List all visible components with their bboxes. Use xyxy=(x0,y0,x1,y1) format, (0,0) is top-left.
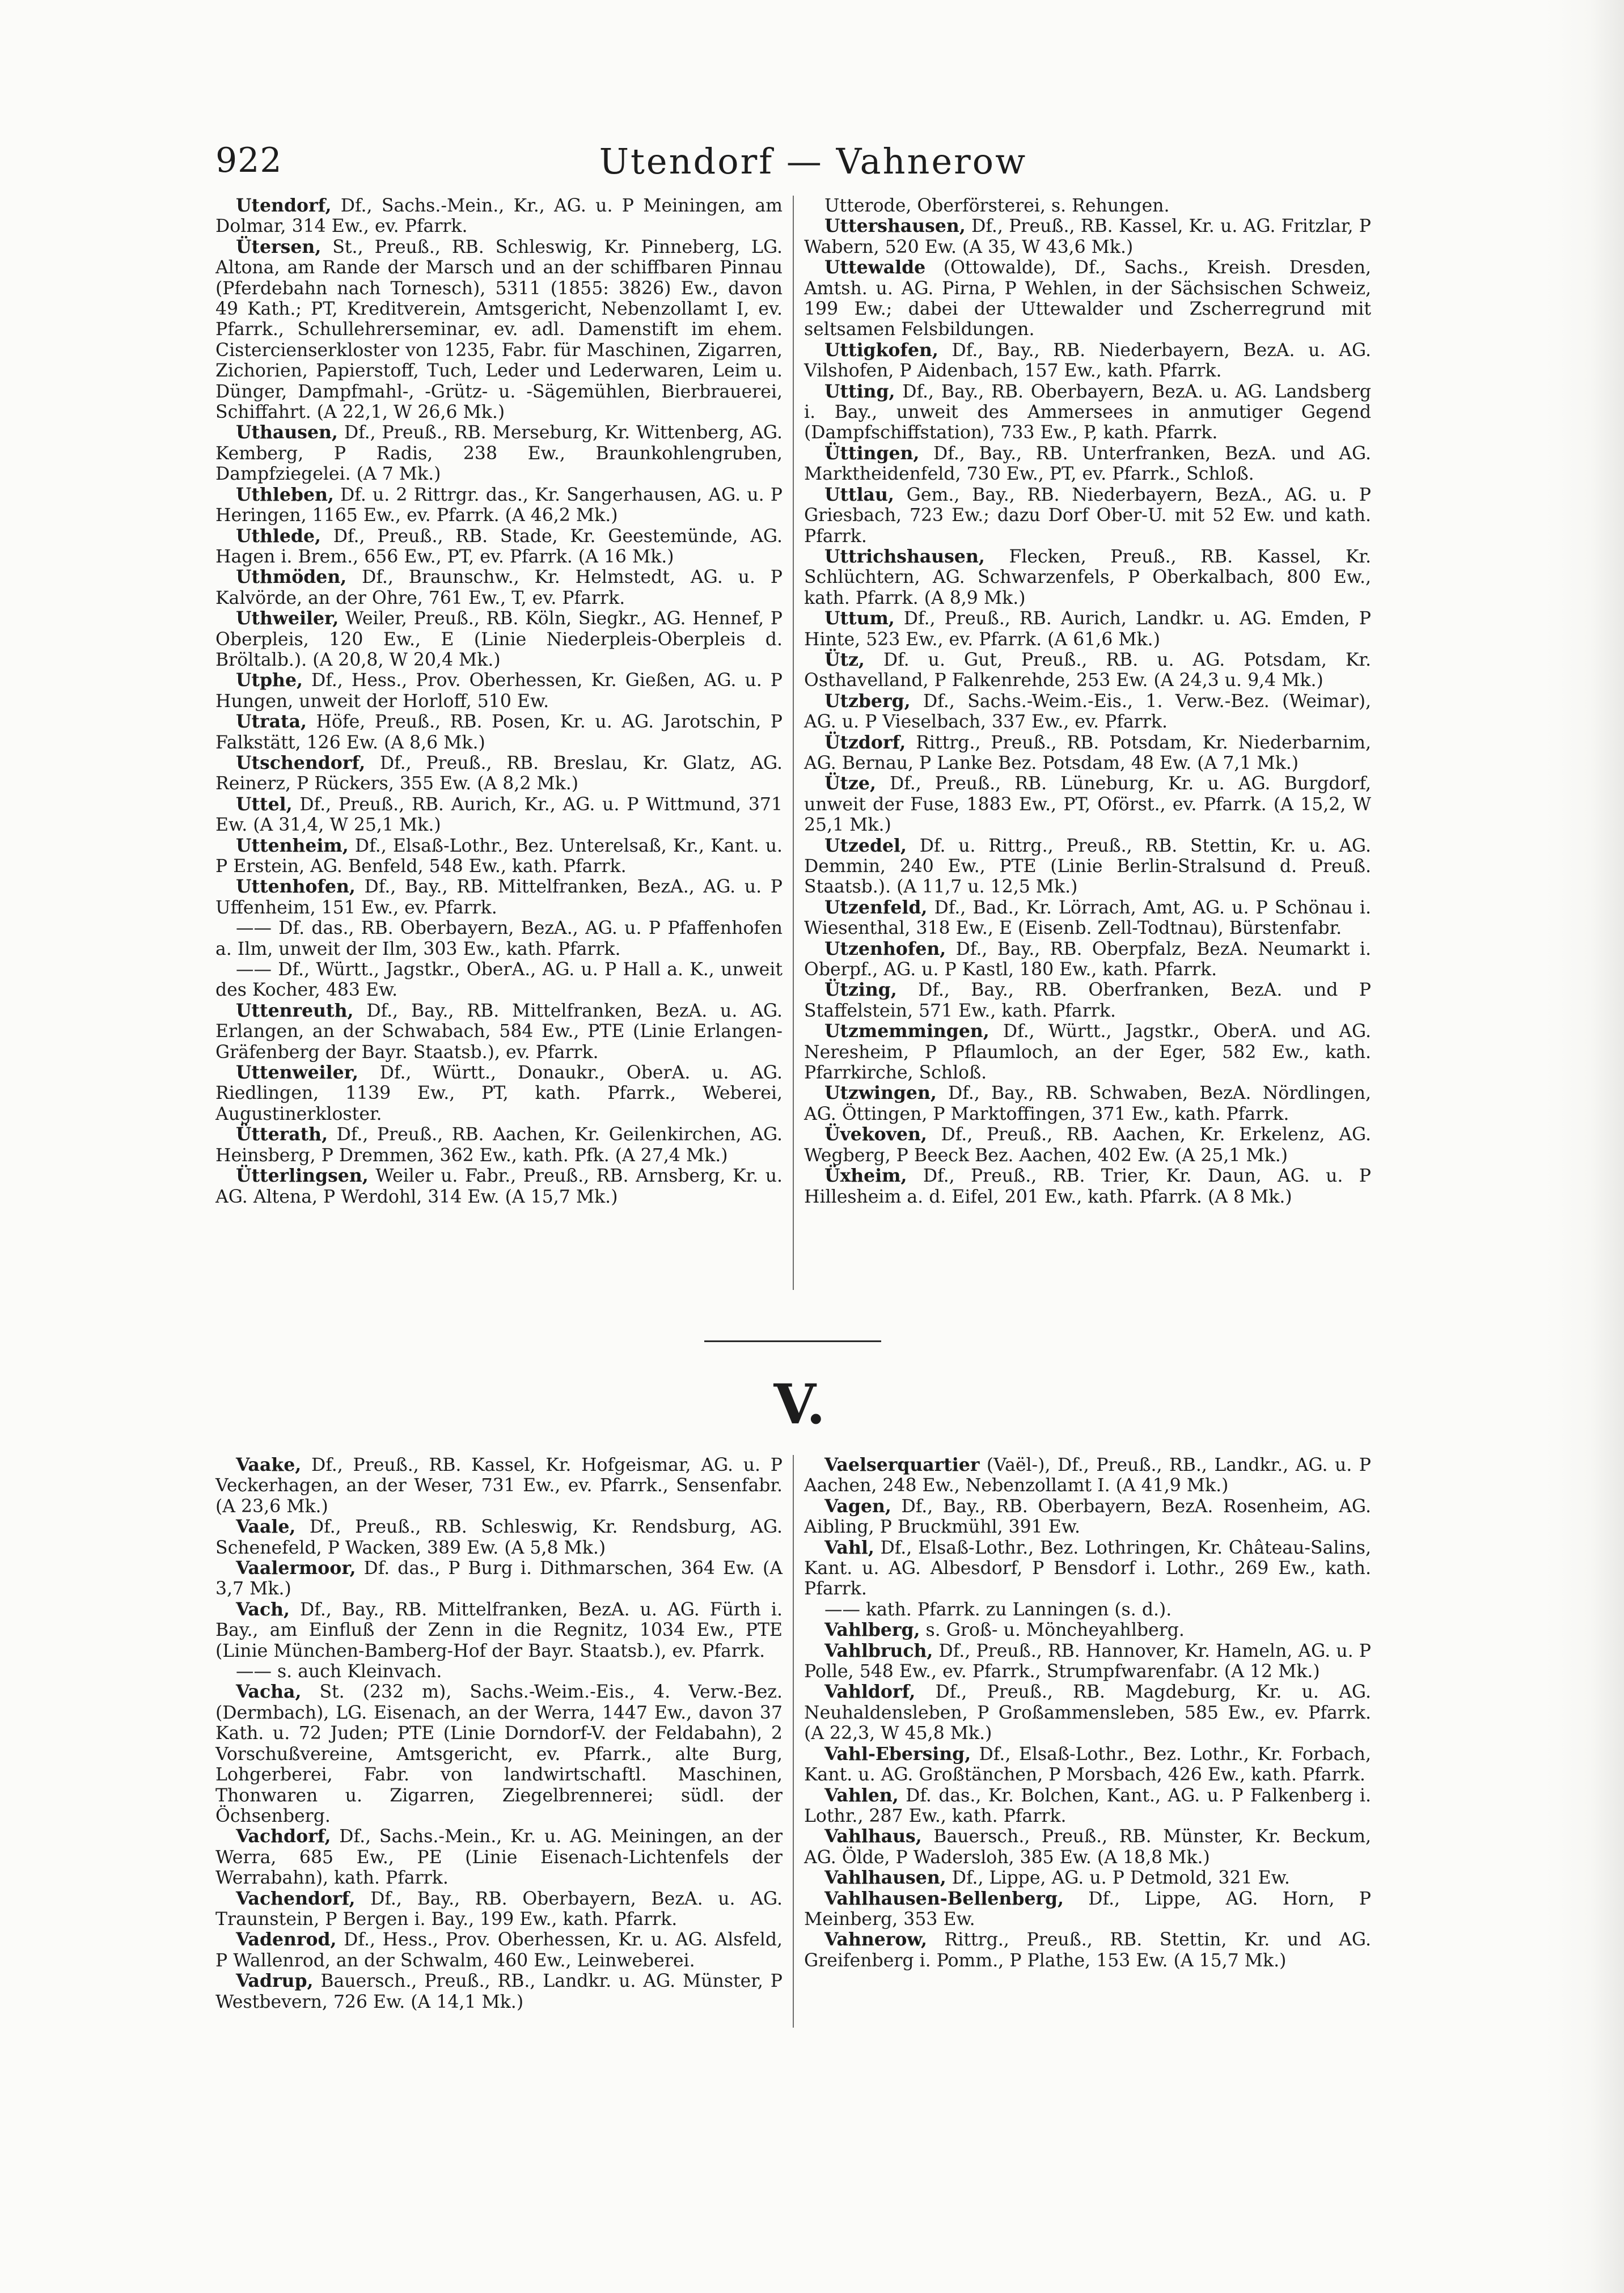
entry-text: Df., Bay., RB. Oberfranken, BezA. und P Staffelstein, 571 Ew., kath. Pfarrk. xyxy=(804,980,1371,1021)
dictionary-entry xyxy=(804,1641,1371,1682)
entry-text: Bauersch., Preuß., RB. Münster, Kr. Beckum, AG. Ölde, P Wadersloh, 385 Ew. (A 18,8 Mk.) xyxy=(804,1826,1371,1868)
entry-text: (Ottowalde), Df., Sachs., Kreish. Dresden, Amtsh. u. AG. Pirna, P Wehlen, in der Sächsischen Schweiz, 199 Ew.; dabei der Uttewalder und Zscherregrund mit seltsamen Felsbildungen. xyxy=(804,257,1371,340)
dictionary-entry xyxy=(804,1021,1371,1083)
dictionary-entry xyxy=(215,1166,783,1207)
entry-term: Utphe, xyxy=(236,670,303,691)
entry-term: Utrata, xyxy=(236,711,307,733)
dictionary-entry xyxy=(804,1620,1371,1640)
entry-term: Uttenheim, xyxy=(236,835,349,856)
entry-text: Df., Preuß., RB. Merseburg, Kr. Wittenberg, AG. Kemberg, P Radis, 238 Ew., Braunkohlengruben, Dampfziegelei. (A 7 Mk.) xyxy=(215,422,783,485)
column-divider-bottom xyxy=(793,1455,794,2028)
entry-term: Vach, xyxy=(236,1598,290,1620)
entry-text: Df., Elsaß-Lothr., Bez. Lothringen, Kr. Château-Salins, Kant. u. AG. Albesdorf, P Bensdorf i. Lothr., 269 Ew., kath. Pfarrk. xyxy=(804,1537,1371,1600)
column-bottom-right xyxy=(804,1455,1371,1971)
dictionary-entry xyxy=(215,1600,783,1661)
entry-text: —— kath. Pfarrk. zu Lanningen (s. d.). xyxy=(824,1599,1172,1620)
entry-term: Üvekoven, xyxy=(824,1124,927,1145)
dictionary-entry xyxy=(804,1786,1371,1827)
entry-text: Df., Preuß., RB. Aurich, Kr., AG. u. P Wittmund, 371 Ew. (A 31,4, W 25,1 Mk.) xyxy=(215,794,783,836)
entry-text: Df., Württ., Jagstkr., OberA. und AG. Neresheim, P Pflaumloch, an der Eger, 582 Ew., kath. Pfarrkirche, Schloß. xyxy=(804,1021,1371,1084)
entry-term: Ützing, xyxy=(824,979,897,1001)
entry-text: Utterode, Oberförsterei, s. Rehungen. xyxy=(824,196,1170,216)
entry-term: Vahl, xyxy=(824,1537,874,1558)
entry-term: Uthlede, xyxy=(236,525,321,547)
entry-text: Df., Bay., RB. Oberpfalz, BezA. Neumarkt i. Oberpf., AG. u. P Kastl, 180 Ew., kath. Pfarrk. xyxy=(804,938,1371,980)
page-number: 922 xyxy=(215,141,282,180)
entry-text: s. Groß- u. Möncheyahlberg. xyxy=(920,1620,1185,1641)
entry-term: Ütz, xyxy=(824,649,865,670)
entry-term: Ützdorf, xyxy=(824,731,906,753)
entry-term: Uttigkofen, xyxy=(824,339,938,361)
dictionary-entry xyxy=(215,237,783,423)
entry-text: Bauersch., Preuß., RB., Landkr. u. AG. Münster, P Westbevern, 726 Ew. (A 14,1 Mk.) xyxy=(215,1971,783,2012)
entry-term: Utzedel, xyxy=(824,835,907,856)
dictionary-entry xyxy=(804,1682,1371,1744)
dictionary-entry xyxy=(215,1889,783,1930)
entry-text: Df., Bay., RB. Schwaben, BezA. Nördlingen, AG. Öttingen, P Marktoffingen, 371 Ew., kath. Pfarrk. xyxy=(804,1083,1371,1124)
dictionary-entry xyxy=(215,712,783,753)
dictionary-entry xyxy=(215,1930,783,1971)
entry-text: Df., Lippe, AG. Horn, P Meinberg, 353 Ew. xyxy=(804,1888,1371,1930)
dictionary-entry xyxy=(804,1496,1371,1538)
entry-term: Vagen, xyxy=(824,1495,891,1517)
column-divider-top xyxy=(793,196,794,1290)
dictionary-entry xyxy=(804,836,1371,898)
entry-term: Uthmöden, xyxy=(236,566,347,588)
entry-text: Df., Bay., RB. Mittelfranken, BezA. u. AG. Fürth i. Bay., am Einfluß der Zenn in die Regnitz, 1034 Ew., PTE (Linie München-Bamberg-Hof der Bayr. Staatsb.), ev. Pfarrk. xyxy=(215,1599,783,1661)
section-letter-heading: V. xyxy=(773,1372,826,1436)
dictionary-entry xyxy=(215,1517,783,1558)
entry-text: —— s. auch Kleinvach. xyxy=(236,1661,442,1682)
dictionary-entry xyxy=(804,485,1371,547)
entry-text: Df., Preuß., RB. Kassel, Kr. Hofgeismar, AG. u. P Veckerhagen, an der Weser, 731 Ew., ev. Pfarrk., Sensenfabr. (A 23,6 Mk.) xyxy=(215,1455,783,1517)
entry-term: Utzenfeld, xyxy=(824,896,928,918)
dictionary-entry xyxy=(215,485,783,526)
entry-term: Üxheim, xyxy=(824,1165,907,1187)
entry-term: Uttrichshausen, xyxy=(824,545,985,567)
entry-text: Df., Elsaß-Lothr., Bez. Lothr., Kr. Forbach, Kant. u. AG. Großtänchen, P Morsbach, 426 Ew., kath. Pfarrk. xyxy=(804,1744,1371,1786)
entry-text: Df., Sachs.-Mein., Kr., AG. u. P Meiningen, am Dolmar, 314 Ew., ev. Pfarrk. xyxy=(215,196,783,237)
entry-text: Df. das., Kr. Bolchen, Kant., AG. u. P Falkenberg i. Lothr., 287 Ew., kath. Pfarrk. xyxy=(804,1785,1371,1826)
dictionary-entry xyxy=(804,547,1371,608)
entry-term: Uthleben, xyxy=(236,484,334,505)
entry-text: Df., Bay., RB. Mittelfranken, BezA., AG. u. P Uffenheim, 151 Ew., ev. Pfarrk. xyxy=(215,877,783,918)
dictionary-entry xyxy=(804,608,1371,650)
entry-term: Vahlberg, xyxy=(824,1619,920,1641)
entry-text: —— Df. das., RB. Oberbayern, BezA., AG. u. P Pfaffenhofen a. Ilm, unweit der Ilm, 303 Ew., kath. Pfarrk. xyxy=(215,918,783,959)
dictionary-entry xyxy=(804,733,1371,774)
entry-term: Ütterlingsen, xyxy=(236,1165,369,1187)
dictionary-entry xyxy=(215,918,783,959)
entry-term: Uttershausen, xyxy=(824,215,966,237)
entry-text: Df. u. Gut, Preuß., RB. u. AG. Potsdam, Kr. Osthavelland, P Falkenrehde, 253 Ew. (A 24,3 u. 9,4 Mk.) xyxy=(804,649,1371,691)
entry-text: Rittrg., Preuß., RB. Potsdam, Kr. Niederbarnim, AG. Bernau, P Lanke Bez. Potsdam, 48 Ew. (A 7,1 Mk.) xyxy=(804,732,1371,773)
entry-term: Uttum, xyxy=(824,608,895,629)
column-top-right xyxy=(804,196,1371,1207)
entry-text: Df., Lippe, AG. u. P Detmold, 321 Ew. xyxy=(946,1868,1290,1889)
dictionary-entry xyxy=(804,773,1371,835)
entry-text: Df., Elsaß-Lothr., Bez. Unterelsaß, Kr., Kant. u. P Erstein, AG. Benfeld, 548 Ew., kath. Pfarrk. xyxy=(215,835,783,877)
dictionary-entry xyxy=(215,422,783,484)
entry-text: Weiler u. Fabr., Preuß., RB. Arnsberg, Kr. u. AG. Altena, P Werdohl, 314 Ew. (A 15,7 Mk.) xyxy=(215,1166,783,1207)
dictionary-entry xyxy=(215,526,783,568)
dictionary-entry xyxy=(804,1455,1371,1496)
entry-text: Df., Preuß., RB. Hannover, Kr. Hameln, AG. u. P Polle, 548 Ew., ev. Pfarrk., Strumpfwarenfabr. (A 12 Mk.) xyxy=(804,1640,1371,1682)
entry-term: Uthausen, xyxy=(236,422,338,443)
entry-text: Höfe, Preuß., RB. Posen, Kr. u. AG. Jarotschin, P Falkstätt, 126 Ew. (A 8,6 Mk.) xyxy=(215,712,783,753)
dictionary-entry xyxy=(804,939,1371,980)
entry-term: Üttingen, xyxy=(824,442,920,464)
dictionary-entry xyxy=(215,877,783,918)
dictionary-entry xyxy=(215,670,783,712)
dictionary-entry xyxy=(804,382,1371,443)
entry-text: —— Df., Württ., Jagstkr., OberA., AG. u. P Hall a. K., unweit des Kocher, 483 Ew. xyxy=(215,959,783,1001)
entry-text: Df., Hess., Prov. Oberhessen, Kr. u. AG. Alsfeld, P Wallenrod, an der Schwalm, 460 Ew., Leinweberei. xyxy=(215,1930,783,1971)
dictionary-entry xyxy=(804,216,1371,257)
dictionary-entry xyxy=(215,959,783,1001)
entry-text: Df., Bay., RB. Oberbayern, BezA. Rosenheim, AG. Aibling, P Bruckmühl, 391 Ew. xyxy=(804,1496,1371,1538)
entry-term: Utschendorf, xyxy=(236,752,366,773)
dictionary-entry xyxy=(215,1124,783,1166)
column-top-left xyxy=(215,196,783,1207)
entry-text: Df., Preuß., RB. Magdeburg, Kr. u. AG. Neuhaldensleben, P Großammensleben, 585 Ew., ev. Pfarrk. (A 22,3, W 45,8 Mk.) xyxy=(804,1682,1371,1744)
entry-term: Ütterath, xyxy=(236,1124,328,1145)
dictionary-entry xyxy=(804,1124,1371,1166)
dictionary-entry xyxy=(804,1826,1371,1868)
entry-term: Utzmemmingen, xyxy=(824,1021,989,1042)
dictionary-entry xyxy=(804,980,1371,1021)
entry-text: Gem., Bay., RB. Niederbayern, BezA., AG. u. P Griesbach, 723 Ew.; dazu Dorf Ober-U. mit 52 Ew. und kath. Pfarrk. xyxy=(804,484,1371,547)
entry-term: Vahlhausen, xyxy=(824,1867,946,1889)
dictionary-entry xyxy=(215,794,783,836)
entry-text: Df. das., P Burg i. Dithmarschen, 364 Ew. (A 3,7 Mk.) xyxy=(215,1558,783,1600)
entry-term: Uttenweiler, xyxy=(236,1062,358,1084)
entry-term: Vahlhaus, xyxy=(824,1826,922,1847)
entry-term: Vacha, xyxy=(236,1681,302,1703)
entry-text: Df., Sachs.-Weim.-Eis., 1. Verw.-Bez. (Weimar), AG. u. P Vieselbach, 337 Ew., ev. Pfarrk. xyxy=(804,691,1371,733)
entry-text: Df., Bay., RB. Unterfranken, BezA. und AG. Marktheidenfeld, 730 Ew., PT, ev. Pfarrk., Schloß. xyxy=(804,443,1371,485)
entry-text: Df., Sachs.-Mein., Kr. u. AG. Meiningen, an der Werra, 685 Ew., PE (Linie Eisenach-Lichtenfels der Werrabahn), kath. Pfarrk. xyxy=(215,1826,783,1889)
dictionary-entry xyxy=(804,340,1371,382)
entry-text: Df. u. Rittrg., Preuß., RB. Stettin, Kr. u. AG. Demmin, 240 Ew., PTE (Linie Berlin-Stralsund d. Preuß. Staatsb.). (A 11,7 u. 12,5 Mk.) xyxy=(804,835,1371,898)
entry-text: Df., Bay., RB. Oberbayern, BezA. u. AG. Landsberg i. Bay., unweit des Ammersees in anmutiger Gegend (Dampfschiffstation), 733 Ew., P, kath. Pfarrk. xyxy=(804,381,1371,443)
entry-term: Vahlhausen-Bellenberg, xyxy=(824,1888,1064,1909)
entry-text: Df., Braunschw., Kr. Helmstedt, AG. u. P Kalvörde, an der Ohre, 761 Ew., T, ev. Pfarrk. xyxy=(215,567,783,608)
dictionary-entry xyxy=(215,1001,783,1063)
dictionary-entry xyxy=(804,1083,1371,1124)
dictionary-entry xyxy=(804,898,1371,939)
dictionary-entry xyxy=(804,1889,1371,1930)
entry-term: Vahldorf, xyxy=(824,1681,916,1703)
entry-text: Df., Hess., Prov. Oberhessen, Kr. Gießen, AG. u. P Hungen, unweit der Horloff, 510 Ew. xyxy=(215,670,783,712)
dictionary-entry xyxy=(804,691,1371,733)
entry-text: Df., Preuß., RB. Aachen, Kr. Erkelenz, AG. Wegberg, P Beeck Bez. Aachen, 402 Ew. (A 25,1 Mk.) xyxy=(804,1124,1371,1166)
dictionary-entry xyxy=(804,650,1371,691)
entry-term: Utzenhofen, xyxy=(824,938,946,959)
dictionary-entry xyxy=(215,567,783,608)
entry-text: (Vaël-), Df., Preuß., RB., Landkr., AG. u. P Aachen, 248 Ew., Nebenzollamt I. (A 41,9 Mk.) xyxy=(804,1455,1371,1496)
dictionary-entry xyxy=(804,1600,1371,1620)
dictionary-entry xyxy=(804,1744,1371,1786)
dictionary-entry xyxy=(215,196,783,237)
entry-text: St., Preuß., RB. Schleswig, Kr. Pinneberg, LG. Altona, am Rande der Marsch und an der schiffbaren Pinnau (Pferdebahn nach Tornesch), 5311 (1855: 3826) Ew., davon 49 Kath.; PT, Kreditverein, Amtsgericht, Nebenzollamt I, ev. Pfarrk., Schullehrerseminar, ev. adl. Damenstift im ehem. Cistercienserkloster von 1235, Fabr. für Maschinen, Zigarren, Zichorien, Papierstoff, Tuch, Leder und Lederwaren, Leim u. Dünger, Dampfmahl-, -Grütz- u. -Sägemühlen, Bierbrauerei, Schiffahrt. (A 22,1, W 26,6 Mk.) xyxy=(215,236,783,423)
page-header xyxy=(215,141,1411,192)
entry-text: Df., Preuß., RB. Trier, Kr. Daun, AG. u. P Hillesheim a. d. Eifel, 201 Ew., kath. Pfarrk. (A 8 Mk.) xyxy=(804,1166,1371,1207)
entry-text: Rittrg., Preuß., RB. Stettin, Kr. und AG. Greifenberg i. Pomm., P Plathe, 153 Ew. (A 15,7 Mk.) xyxy=(804,1930,1371,1971)
entry-term: Utzberg, xyxy=(824,690,911,712)
dictionary-entry xyxy=(215,753,783,794)
entry-text: Df., Bay., RB. Mittelfranken, BezA. u. AG. Erlangen, an der Schwabach, 584 Ew., PTE (Linie Erlangen-Gräfenberg der Bayr. Staatsb.), ev. Pfarrk. xyxy=(215,1000,783,1063)
dictionary-entry xyxy=(215,1682,783,1826)
section-divider-rule xyxy=(704,1340,881,1342)
entry-term: Vachendorf, xyxy=(236,1888,356,1909)
entry-text: Flecken, Preuß., RB. Kassel, Kr. Schlüchtern, AG. Schwarzenfels, P Oberkalbach, 800 Ew., kath. Pfarrk. (A 8,9 Mk.) xyxy=(804,546,1371,608)
entry-text: Df., Preuß., RB. Kassel, Kr. u. AG. Fritzlar, P Wabern, 520 Ew. (A 35, W 43,6 Mk.) xyxy=(804,216,1371,257)
entry-term: Utzwingen, xyxy=(824,1082,937,1104)
entry-term: Uttewalde xyxy=(824,257,926,278)
scan-edge-shadow xyxy=(1545,0,1624,2293)
entry-term: Uthweiler, xyxy=(236,608,339,629)
entry-text: Df., Preuß., RB. Stade, Kr. Geestemünde, AG. Hagen i. Brem., 656 Ew., PT, ev. Pfarrk. (A 16 Mk.) xyxy=(215,526,783,567)
entry-text: Df. u. 2 Rittrgr. das., Kr. Sangerhausen, AG. u. P Heringen, 1165 Ew., ev. Pfarrk. (A 46,2 Mk.) xyxy=(215,484,783,526)
dictionary-entry xyxy=(215,1455,783,1517)
dictionary-entry xyxy=(215,1558,783,1600)
entry-term: Uttenhofen, xyxy=(236,876,356,898)
dictionary-entry xyxy=(804,1868,1371,1888)
dictionary-entry xyxy=(215,1661,783,1682)
entry-term: Vahnerow, xyxy=(824,1929,927,1951)
entry-term: Vaelserquartier xyxy=(824,1454,980,1475)
entry-term: Vaake, xyxy=(236,1454,302,1475)
entry-term: Vachdorf, xyxy=(236,1826,331,1847)
entry-text: Df., Preuß., RB. Breslau, Kr. Glatz, AG. Reinerz, P Rückers, 355 Ew. (A 8,2 Mk.) xyxy=(215,752,783,794)
dictionary-entry xyxy=(804,443,1371,485)
dictionary-entry xyxy=(804,196,1371,216)
entry-text: St. (232 m), Sachs.-Weim.-Eis., 4. Verw.-Bez. (Dermbach), LG. Eisenach, an der Werra, 1447 Ew., davon 37 Kath. u. 72 Juden; PTE (Linie Dorndorf-V. der Feldabahn), 2 Vorschußvereine, Amtsgericht, ev. Pfarrk., alte Burg, Lohgerberei, Fabr. von landwirtschaftl. Maschinen, Thonwaren u. Zigarren, Ziegelbrennerei; südl. der Öchsenberg. xyxy=(215,1682,783,1826)
entry-term: Uttenreuth, xyxy=(236,1000,354,1021)
entry-text: Df., Württ., Donaukr., OberA. u. AG. Riedlingen, 1139 Ew., PT, kath. Pfarrk., Weberei, Augustinerkloster. xyxy=(215,1063,783,1124)
entry-term: Vaale, xyxy=(236,1516,296,1538)
entry-term: Uttlau, xyxy=(824,484,894,505)
entry-text: Df., Preuß., RB. Lüneburg, Kr. u. AG. Burgdorf, unweit der Fuse, 1883 Ew., PT, Oförst., ev. Pfarrk. (A 15,2, W 25,1 Mk.) xyxy=(804,773,1371,836)
entry-term: Vahl-Ebersing, xyxy=(824,1743,971,1765)
entry-term: Vadenrod, xyxy=(236,1929,337,1951)
entry-text: Df., Preuß., RB. Schleswig, Kr. Rendsburg, AG. Schenefeld, P Wacken, 389 Ew. (A 5,8 Mk.) xyxy=(215,1517,783,1558)
running-head: Utendorf — Vahnerow xyxy=(599,141,1027,182)
dictionary-entry xyxy=(804,1166,1371,1207)
dictionary-entry xyxy=(804,1538,1371,1600)
entry-text: Df., Preuß., RB. Aachen, Kr. Geilenkirchen, AG. Heinsberg, P Dremmen, 362 Ew., kath. Pfk. (A 27,4 Mk.) xyxy=(215,1124,783,1166)
column-bottom-left xyxy=(215,1455,783,2012)
entry-term: Vahlen, xyxy=(824,1784,899,1806)
dictionary-entry xyxy=(804,1930,1371,1971)
entry-term: Utting, xyxy=(824,380,895,402)
entry-text: Df., Bay., RB. Oberbayern, BezA. u. AG. Traunstein, P Bergen i. Bay., 199 Ew., kath. Pfarrk. xyxy=(215,1888,783,1930)
entry-text: Df., Bay., RB. Niederbayern, BezA. u. AG. Vilshofen, P Aidenbach, 157 Ew., kath. Pfarrk. xyxy=(804,340,1371,382)
entry-text: Df., Preuß., RB. Aurich, Landkr. u. AG. Emden, P Hinte, 523 Ew., ev. Pfarrk. (A 61,6 Mk.) xyxy=(804,608,1371,650)
dictionary-entry xyxy=(804,257,1371,340)
entry-term: Uttel, xyxy=(236,793,293,815)
entry-term: Utendorf, xyxy=(236,195,332,216)
entry-term: Vahlbruch, xyxy=(824,1640,933,1661)
entry-text: Df., Bad., Kr. Lörrach, Amt, AG. u. P Schönau i. Wiesenthal, 318 Ew., E (Eisenb. Zell-Todtnau), Bürstenfabr. xyxy=(804,897,1371,939)
dictionary-entry xyxy=(215,608,783,670)
entry-term: Ütersen, xyxy=(236,236,322,257)
entry-text: Weiler, Preuß., RB. Köln, Siegkr., AG. Hennef, P Oberpleis, 120 Ew., E (Linie Niederpleis-Oberpleis d. Bröltalb.). (A 20,8, W 20,4 Mk.) xyxy=(215,608,783,670)
entry-term: Vaalermoor, xyxy=(236,1558,356,1579)
dictionary-entry xyxy=(215,1826,783,1888)
dictionary-entry xyxy=(215,836,783,877)
dictionary-entry xyxy=(215,1971,783,2012)
entry-term: Ütze, xyxy=(824,773,876,794)
entry-term: Vadrup, xyxy=(236,1970,314,1992)
dictionary-entry xyxy=(215,1063,783,1124)
